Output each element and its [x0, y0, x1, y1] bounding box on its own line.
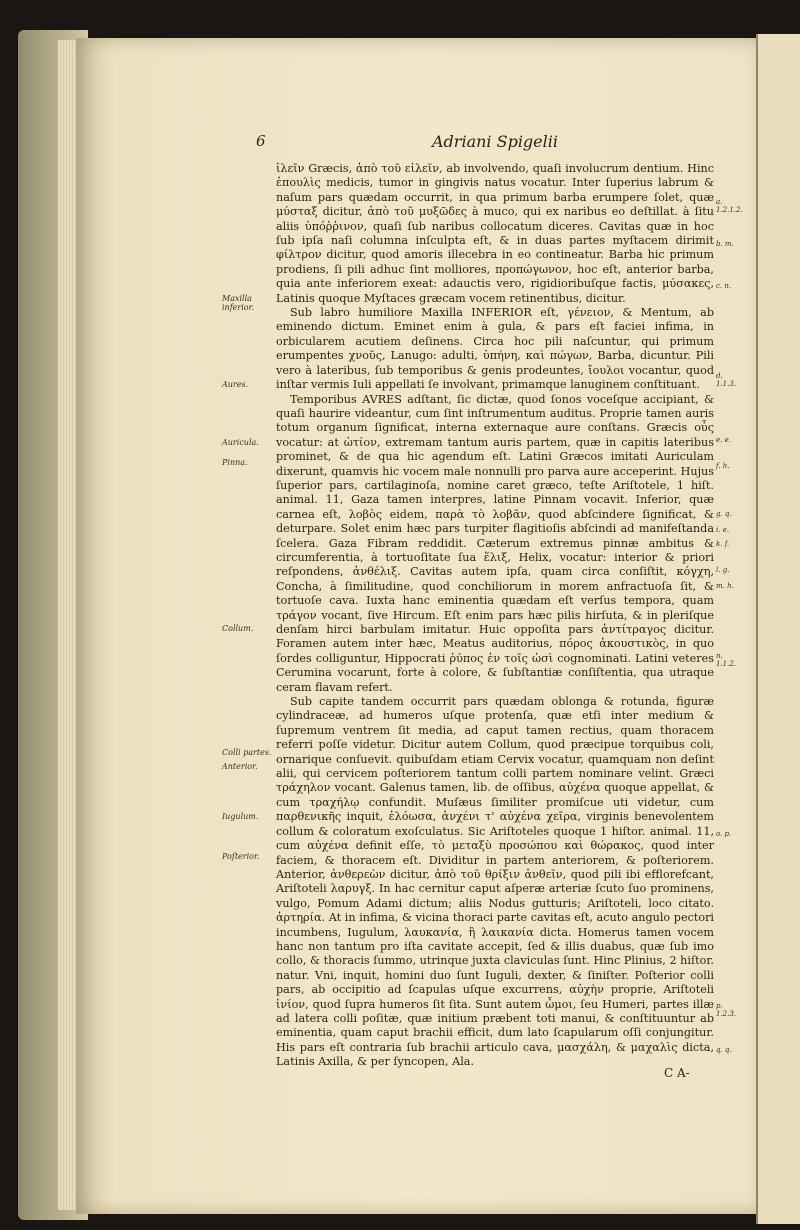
margin-reference: a. 1.2.1.2. — [716, 198, 743, 214]
margin-note: Poſterior. — [222, 852, 260, 861]
body-text — [276, 162, 714, 1070]
bleed-through-text — [762, 141, 800, 147]
margin-reference: i. e. — [716, 526, 730, 534]
catchword: C A- — [664, 1066, 690, 1080]
facing-page-edge — [756, 34, 800, 1224]
margin-reference: b. m. — [716, 240, 734, 248]
paragraph: Temporibus AVRES adſtant, ſic dictæ, quod ſonos voceſque accipiant, & quaſi haurire videantur, cum ſint inſtrumentum auditus. Proprie tamen auris totum organum ſignificat, interna externaque aure conſtans. Græcis οὖς vocatur: at ὠτίον, extremam tantum auris partem, quæ in capitis lateribus prominet, & de qua hic agendum eſt. Latini Græcos imitati Auriculam dixerunt, quamvis hic vocem male nonnulli pro parva aure acceperint. Hujus ſuperior pars, cartilaginoſa, nomine caret græco, teſte Ariſtotele, 1 hiſt. animal. 11, Gaza tamen interpres, latine Pinnam vocavit. Inferior, quæ carnea eſt, λοβὸς eidem, παρὰ τὸ λοβᾶν, quod abſcindere ſignificat, & deturpare. Solet enim hæc pars turpiter flagitioſis abſcindi ad manifeſtanda ſcelera. Gaza Fibram reddidit. Cæterum extremus pinnæ ambitus & circumferentia, à tortuoſitate ſua ἕλιξ, Helix, vocatur: interior & priori reſpondens, ἀνθέλιξ. Cavitas autem ipſa, quam circa conſiſtit, κόγχη, Concha, à ſimilitudine, quod conchiliorum in morem anfractuoſa ſit, & tortuoſe cava. Iuxta hanc eminentia quædam eſt verſus tempora, quam τράγον vocant, ſive Hircum. Eſt enim pars hæc pilis hirſuta, & in pleriſque denſam hirci barbulam imitatur. Huic oppoſita pars ἀντίτραγος dicitur. Foramen autem inter hæc, Meatus auditorius, πόρος ἀκουστικὸς, in quo ſordes colliguntur, Hippocrati ῥύπος ἐν τοῖς ὠσὶ cognominati. Latini veteres Cerumina vocarunt, forte à colore, & ſubſtantiæ conſiſtentia, qua utraque ceram flavam refert. — [276, 392, 714, 694]
margin-note: Maxilla inferior. — [222, 294, 255, 312]
paragraph: ἰλεῖν Græcis, ἀπὸ τοῦ εἰλεῖν, ab involvendo, quaſi involucrum dentium. Hinc ἐπουλὶς medicis, tumor in gingivis natus vocatur. Inter ſuperius labrum & naſum pars quædam occurrit, in qua primum barba erumpere ſolet, quæ μύσταξ dicitur, ἀπὸ τοῦ μυξῶδες à muco, qui ex naribus eo deſtillat. à ſitu aliis ὑπόῤῥινον, quaſi ſub naribus collocatum diceres. Cavitas quæ in hoc ſub ipſa naſi columna inſculpta eſt, & in duas partes myſtacem dirimit φίλτρον dicitur, quod amoris illecebra in eo contineatur. Barba hic primum prodiens, ſi pili adhuc ſint molliores, προπώγωνον, hoc eſt, anterior barba, quia ante inferiorem exeat: adauctis vero, rigidioribuſque factis, μύσακες, Latinis quoque Myſtaces græcam vocem retinentibus, dicitur. — [276, 162, 714, 305]
margin-note: Pinna. — [222, 458, 248, 467]
page-header — [256, 132, 734, 154]
running-head: Adriani Spigelii — [432, 132, 558, 151]
margin-note: Aures. — [222, 380, 249, 389]
margin-reference: n. 1.1.2. — [716, 652, 737, 668]
paragraph: Sub capite tandem occurrit pars quædam oblonga & rotunda, figuræ cylindraceæ, ad humeros uſque protenſa, quæ etſi inter medium & ſupremum ventrem ſit media, ad caput tamen rectius, quam thoracem referri poſſe videtur. Dicitur autem Collum, quod præcipue torquibus coli, ornarique conſuevit. quibuſdam etiam Cervix vocatur, quamquam non deſint alii, qui cervicem poſteriorem tantum colli partem nominare velint. Græci τράχηλον vocant. Galenus tamen, lib. de oſſibus, αὐχένα quoque appellat, & cum τραχήλῳ confundit. Muſæus ſimiliter promiſcue uti videtur, cum παρθενικῆς inquit, ἐλόωσα, ἀνχένι τ' αὐχένα χεῖρα, virginis benevolentem collum & coloratum exoſculatus. Sic Ariſtoteles quoque 1 hiſtor. animal. 11, cum αὐχένα definit eſſe, τὸ μεταξὺ προσώπου καὶ θώρακος, quod inter faciem, & thoracem eſt. Dividitur in partem anteriorem, & poſteriorem. Anterior, ἀνθερεὼν dicitur, ἀπὸ τοῦ θρίξιν ἀνθεῖν, quod pili ibi efflorefcant, Ariſtoteli λαρυγξ. In hac cernitur caput aſperæ arteriæ ſcuto ſuo prominens, vulgo, Pomum Adami dictum; aliis Nodus gutturis; Ariſtoteli, loco citato. ἀρτηρία. At in infima, & vicina thoraci parte cavitas eſt, acuto angulo pectori incumbens, Iugulum, λαυκανία, ἢ λαικανία dicta. Homerus tamen vocem hanc non tantum pro iſta cavitate accepit, ſed & illis duabus, quæ ſub imo collo, & thoracis ſummo, utrinque juxta claviculas ſunt. Hinc Plinius, 2 hiſtor. natur. Vni, inquit, homini duo ſunt Iuguli, dexter, & ſiniſter. Poſterior colli pars, ab occipitio ad ſcapulas uſque excurrens, αὐχὴν proprie, Ariſtoteli ἰνίον, quod ſupra humeros ſit ſita. Sunt autem ὦμοι, ſeu Humeri, partes illæ ad latera colli poſitæ, quæ initium præbent toti manui, & conſtituuntur ab eminentia, quam caput brachii efficit, dum lato ſcapularum oſſi conjungitur. His pars eſt contraria ſub brachii articulo cava, μασχάλη, & μαχαλὶς dicta, Latinis Axilla, & per ſyncopen, Ala. — [276, 695, 714, 1069]
margin-reference: d. 1.1.3. — [716, 372, 737, 388]
margin-reference: l. g. — [716, 566, 730, 574]
margin-reference: e. e. — [716, 436, 731, 444]
margin-note: Collum. — [222, 624, 254, 633]
margin-note: Iugulum. — [222, 812, 259, 821]
margin-reference: c. n. — [716, 282, 732, 290]
page-number: 6 — [256, 132, 266, 150]
margin-note: Anterior. — [222, 762, 258, 771]
margin-reference: k. f. — [716, 540, 730, 548]
margin-reference: o. p. — [716, 830, 732, 838]
margin-note: Colli partes. — [222, 748, 272, 757]
margin-reference: f. h. — [716, 462, 730, 470]
margin-reference: q. q. — [716, 1046, 732, 1054]
margin-reference: g. q. — [716, 510, 732, 518]
margin-note: Auricula. — [222, 438, 259, 447]
paragraph: Sub labro humiliore Maxilla INFERIOR eſt, γένειον, & Mentum, ab eminendo dictum. Eminet enim à gula, & pars eſt faciei infima, in orbicularem acutiem deſinens. Circa hoc pili naſcuntur, qui primum erumpentes χνοῦς, Lanugo: adulti, ὑπήνη, καὶ πώγων, Barba, dicuntur. Pili vero à lateribus, ſub temporibus & genis prodeuntes, ἴουλοι vocantur, quod inſtar vermis Iuli appellati ſe involvant, primamque lanuginem conſtituant. — [276, 306, 714, 392]
margin-reference: m. h. — [716, 582, 734, 590]
margin-reference: p. 1.2.3. — [716, 1002, 737, 1018]
